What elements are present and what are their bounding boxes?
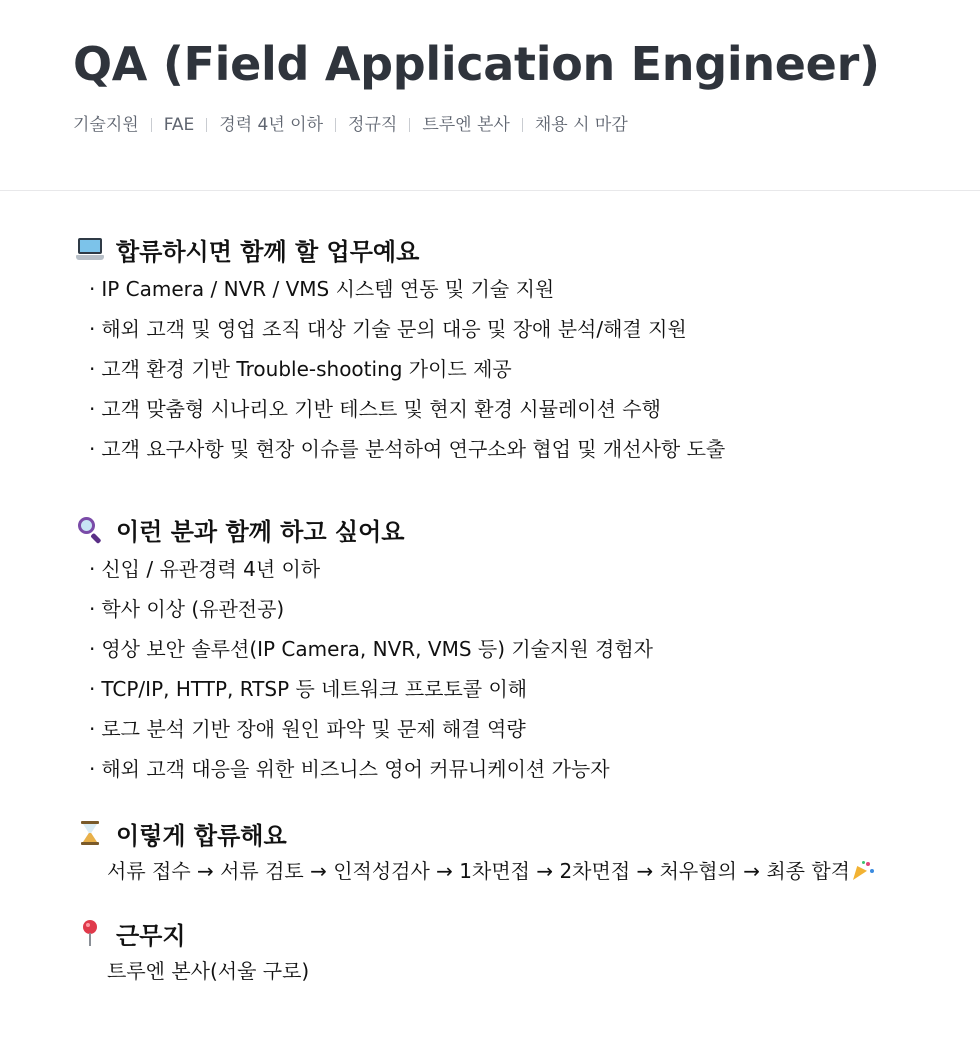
- meta-separator: [206, 118, 207, 132]
- list-item: [76, 589, 956, 629]
- bullet: ·: [89, 637, 96, 661]
- bullet: ·: [89, 597, 96, 621]
- meta-separator: [522, 118, 523, 132]
- section-title-text: 합류하시면 함께 할 업무예요: [116, 237, 420, 266]
- list-item: [76, 749, 956, 789]
- bullet: ·: [89, 757, 96, 781]
- list-item: [76, 429, 956, 469]
- section-title-text: 이런 분과 함께 하고 싶어요: [116, 517, 405, 546]
- section-title: [76, 511, 956, 547]
- party-popper-icon: [852, 861, 874, 881]
- bullet: ·: [89, 317, 96, 341]
- meta-location: 트루엔 본사: [422, 115, 510, 135]
- bullet: ·: [89, 397, 96, 421]
- list-item: [76, 629, 956, 669]
- bullet: ·: [89, 357, 96, 381]
- magnifier-icon: [76, 515, 104, 543]
- list-item-text: 고객 환경 기반 Trouble-shooting 가이드 제공: [101, 357, 512, 381]
- list-item-text: 신입 / 유관경력 4년 이하: [101, 557, 321, 581]
- meta-experience: 경력 4년 이하: [219, 115, 324, 135]
- section-title-text: 근무지: [116, 921, 186, 950]
- duties-list: [76, 269, 956, 469]
- list-item: [76, 709, 956, 749]
- process-text: 서류 접수 → 서류 검토 → 인적성검사 → 1차면접 → 2차면접 → 처우협의 → 최종 합격: [107, 859, 850, 883]
- list-item-text: 고객 요구사항 및 현장 이슈를 분석하여 연구소와 협업 및 개선사항 도출: [101, 437, 726, 461]
- meta-employment-type: 정규직: [348, 115, 398, 135]
- meta-category: 기술지원: [73, 115, 139, 135]
- list-item-text: 해외 고객 대응을 위한 비즈니스 영어 커뮤니케이션 가능자: [101, 757, 610, 781]
- section-title: [76, 915, 956, 951]
- meta-separator: [335, 118, 336, 132]
- list-item: [76, 269, 956, 309]
- section-location: [76, 915, 956, 991]
- section-qualifications: [76, 511, 956, 789]
- bullet: ·: [89, 557, 96, 581]
- section-title-text: 이렇게 합류해요: [116, 821, 287, 850]
- pin-icon: [76, 919, 104, 947]
- list-item-text: TCP/IP, HTTP, RTSP 등 네트워크 프로토콜 이해: [101, 677, 528, 701]
- list-item: [76, 389, 956, 429]
- list-item: [76, 349, 956, 389]
- list-item-text: 고객 맞춤형 시나리오 기반 테스트 및 현지 환경 시뮬레이션 수행: [101, 397, 661, 421]
- list-item: [76, 309, 956, 349]
- bullet: ·: [89, 437, 96, 461]
- job-meta: [73, 112, 628, 138]
- job-title: QA (Field Application Engineer): [73, 37, 880, 91]
- list-item-text: 로그 분석 기반 장애 원인 파악 및 문제 해결 역량: [101, 717, 526, 741]
- process-steps: [76, 851, 956, 891]
- hourglass-icon: [76, 819, 104, 847]
- laptop-icon: [76, 235, 104, 263]
- qualifications-list: [76, 549, 956, 789]
- meta-separator: [409, 118, 410, 132]
- list-item: [76, 669, 956, 709]
- bullet: ·: [89, 277, 96, 301]
- meta-deadline: 채용 시 마감: [534, 115, 628, 135]
- location-text: 트루엔 본사(서울 구로): [107, 959, 310, 983]
- list-item-text: 영상 보안 솔루션(IP Camera, NVR, VMS 등) 기술지원 경험자: [101, 637, 653, 661]
- list-item-text: IP Camera / NVR / VMS 시스템 연동 및 기술 지원: [101, 277, 555, 301]
- list-item-text: 해외 고객 및 영업 조직 대상 기술 문의 대응 및 장애 분석/해결 지원: [101, 317, 687, 341]
- list-item: [76, 549, 956, 589]
- bullet: ·: [89, 717, 96, 741]
- meta-role: FAE: [163, 115, 195, 135]
- meta-separator: [151, 118, 152, 132]
- section-title: [76, 231, 956, 267]
- list-item-text: 학사 이상 (유관전공): [101, 597, 285, 621]
- section-title: [76, 815, 956, 851]
- job-header: [0, 0, 980, 191]
- bullet: ·: [89, 677, 96, 701]
- section-process: [76, 815, 956, 891]
- section-duties: [76, 231, 956, 469]
